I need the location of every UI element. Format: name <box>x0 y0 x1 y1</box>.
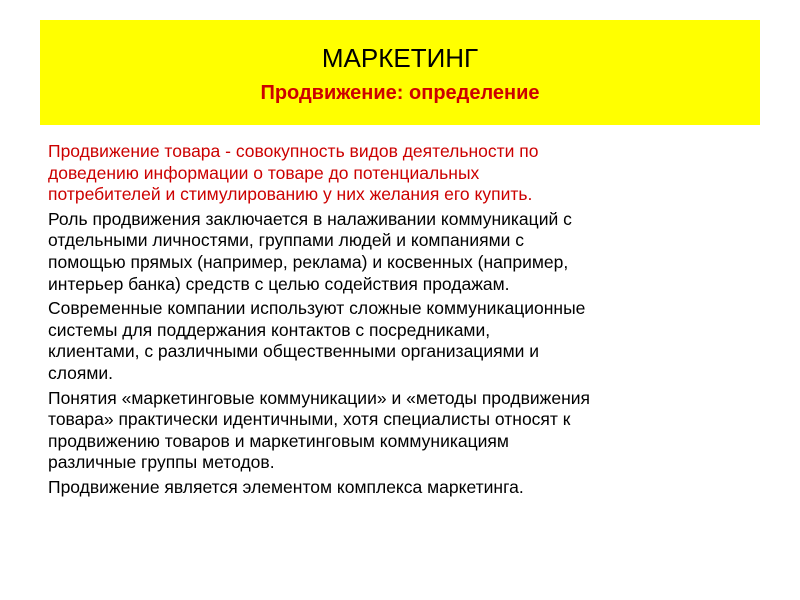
paragraph-line: потребителей и стимулированию у них желания его купить. <box>48 184 533 205</box>
paragraph-line: доведению информации о товаре до потенциальных <box>48 162 480 183</box>
paragraph-conclusion <box>48 477 760 499</box>
paragraph-line: Продвижение товара - совокупность видов деятельности по <box>48 141 539 161</box>
paragraph-line: помощью прямых (например, реклама) и косвенных (например, <box>48 251 569 272</box>
paragraph-line: Роль продвижения заключается в налаживании коммуникаций с <box>48 208 572 229</box>
title-banner <box>40 20 760 125</box>
paragraph-line: Продвижение является элементом комплекса маркетинга. <box>48 476 524 497</box>
paragraph-line: различные группы методов. <box>48 452 275 473</box>
paragraph-line: Понятия «маркетинговые коммуникации» и «методы продвижения <box>48 387 591 408</box>
paragraph-concepts <box>48 388 760 474</box>
paragraph-line: товара» практически идентичными, хотя специалисты относят к <box>48 409 571 430</box>
paragraph-modern-companies <box>48 298 760 384</box>
paragraph-line: слоями. <box>48 362 114 383</box>
paragraph-line: продвижению товаров и маркетинговым коммуникациям <box>48 430 509 451</box>
paragraph-line: Современные компании используют сложные коммуникационные <box>48 298 586 319</box>
paragraph-line: системы для поддержания контактов с посредниками, <box>48 319 491 340</box>
paragraph-definition <box>48 141 760 206</box>
paragraph-role <box>48 209 760 295</box>
slide-subtitle: Продвижение: определение <box>260 82 540 104</box>
slide-title: МАРКЕТИНГ <box>321 43 479 73</box>
paragraph-line: интерьер банка) средств с целью содействия продажам. <box>48 273 510 294</box>
paragraph-line: клиентами, с различными общественными организациями и <box>48 341 540 362</box>
paragraph-line: отдельными личностями, группами людей и компаниями с <box>48 230 525 251</box>
slide-body <box>48 141 760 502</box>
